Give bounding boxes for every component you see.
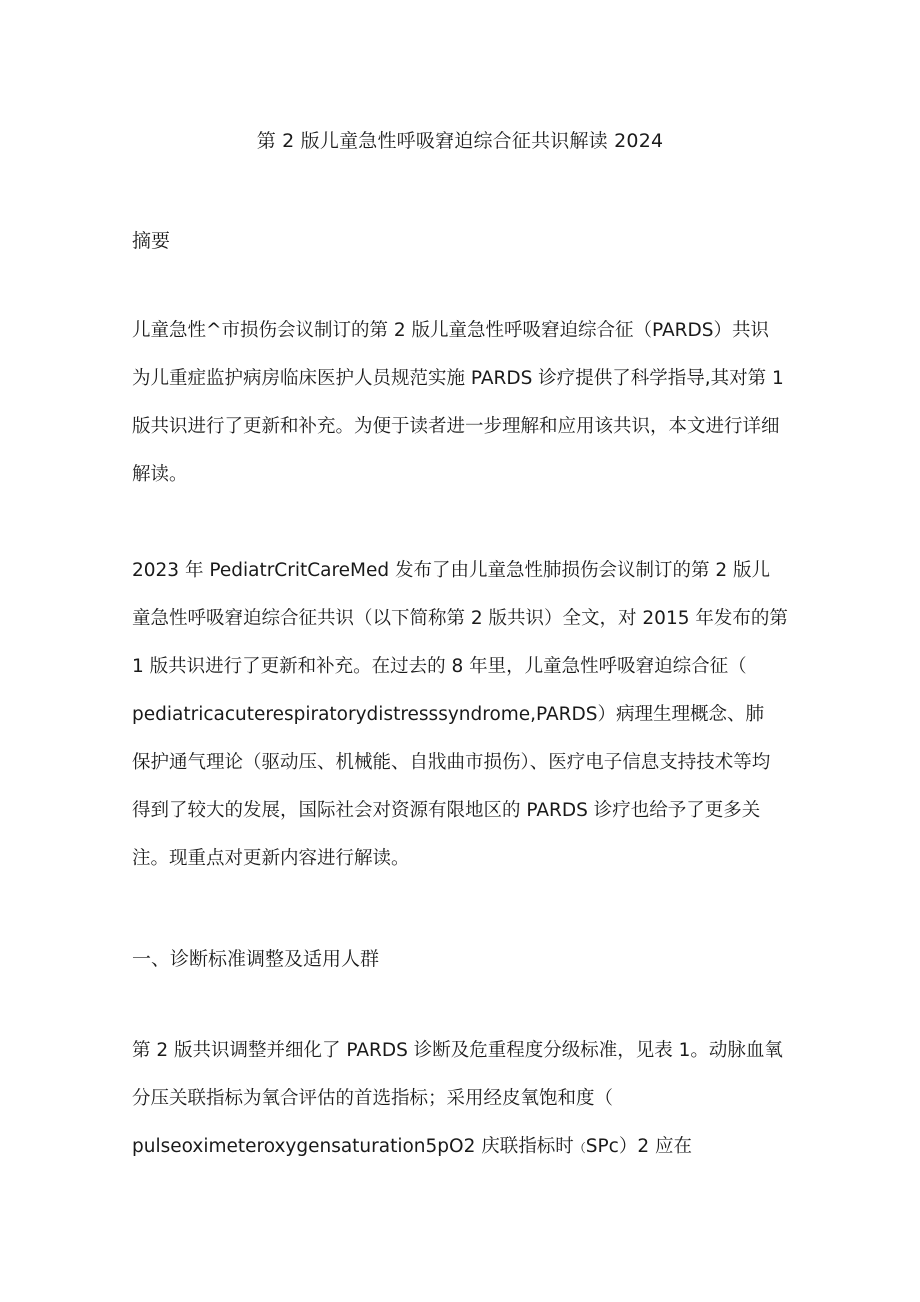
section-1-paragraph (132, 1036, 792, 1180)
document-title: 第 2 版儿童急性呼吸窘迫综合征共识解读 2024 (256, 130, 664, 152)
text-line: 保护通气理论（驱动压、机械能、自戕曲市损伤）、医疗电子信息支持技术等均 (132, 752, 771, 773)
text-line: 1 版共识进行了更新和补充。在过去的 8 年里，儿童急性呼吸窘迫综合征（ (132, 656, 747, 677)
text-line: 解读。 (132, 464, 188, 485)
intro-paragraph (132, 556, 792, 892)
small-bracket: （ (573, 1141, 586, 1155)
text-line: 2023 年 PediatrCritCareMed 发布了由儿童急性肺损伤会议制订的第 2 版儿 (132, 560, 771, 581)
abstract-paragraph (132, 316, 792, 508)
text-line: 得到了较大的发展，国际社会对资源有限地区的 PARDS 诊疗也给予了更多关 (132, 800, 761, 821)
text-line: 第 2 版共识调整并细化了 PARDS 诊断及危重程度分级标准，见表 1。动脉血氧 (132, 1040, 783, 1061)
text-segment: SPc）2 应在 (585, 1136, 693, 1157)
abstract-heading: 摘要 (132, 230, 171, 252)
text-line: 儿童急性^市损伤会议制订的第 2 版儿童急性呼吸窘迫综合征（PARDS）共识 (132, 320, 770, 341)
text-line-mixed (132, 1132, 792, 1180)
text-line: 为儿重症监护病房临床医护人员规范实施 PARDS 诊疗提供了科学指导,其对第 1 (132, 368, 784, 389)
text-line: pediatricacuterespiratorydistresssyndrome,PARDS）病理生理概念、肺 (132, 704, 765, 725)
text-line: 分压关联指标为氧合评估的首选指标；采用经皮氧饱和度（ (132, 1088, 614, 1109)
text-line: 版共识进行了更新和补充。为便于读者进一步理解和应用该共识，本文进行详细 (132, 416, 780, 437)
text-line: 注。现重点对更新内容进行解读。 (132, 848, 410, 869)
text-line: 童急性呼吸窘迫综合征共识（以下简称第 2 版共识）全文，对 2015 年发布的第 (132, 608, 788, 629)
text-segment: pulseoximeteroxygensaturation5pO2 庆联指标时 (132, 1136, 574, 1157)
section-1-heading: 一、诊断标准调整及适用人群 (132, 948, 380, 970)
